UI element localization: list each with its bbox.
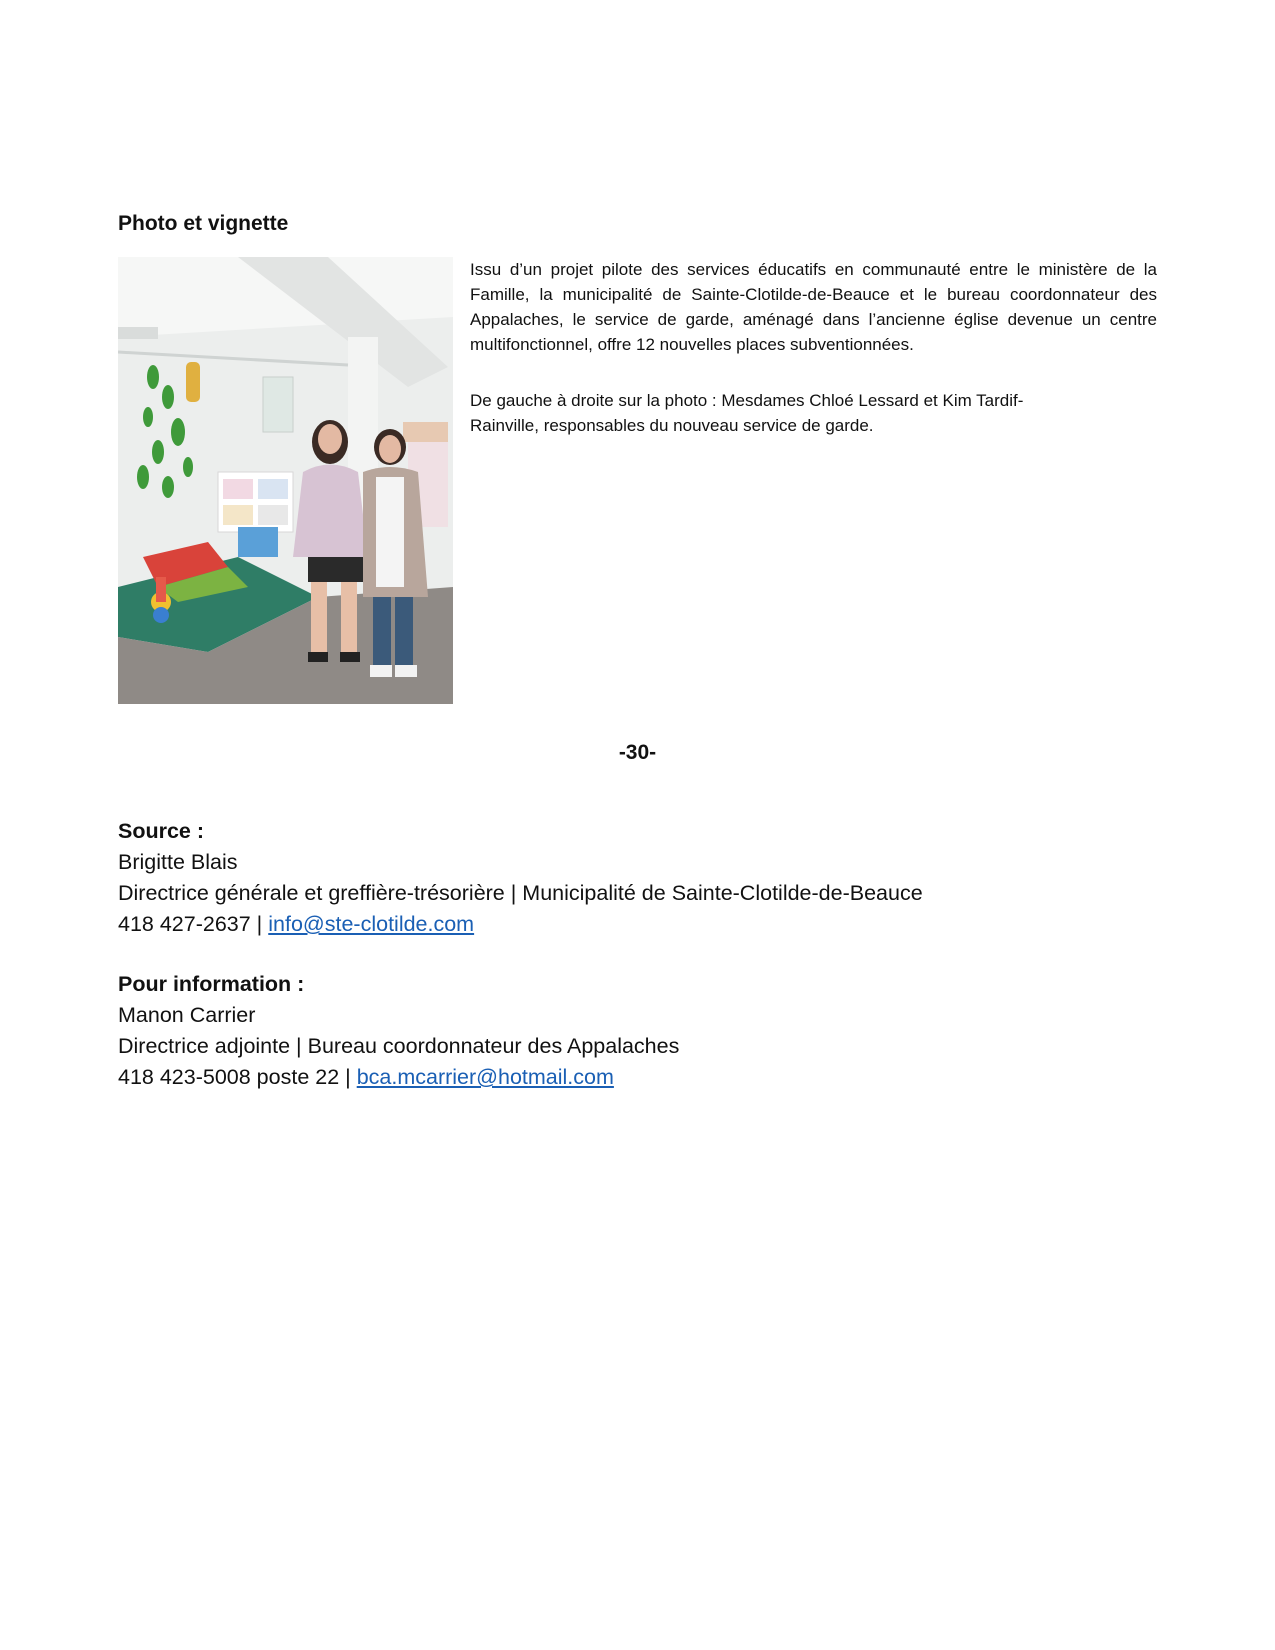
info-label: Pour information : bbox=[118, 972, 305, 996]
source-email-link[interactable]: info@ste-clotilde.com bbox=[268, 912, 475, 936]
info-email-link[interactable]: bca.mcarrier@hotmail.com bbox=[356, 1065, 614, 1089]
source-title: Directrice générale et greffière-trésorière | Municipalité de Sainte-Clotilde-de-Beauce bbox=[118, 881, 923, 905]
info-phone: 418 423-5008 poste 22 | bbox=[118, 1065, 357, 1089]
source-name: Brigitte Blais bbox=[118, 850, 238, 874]
credit-line-2: Rainville, responsables du nouveau service de garde. bbox=[470, 416, 874, 435]
photo-credit bbox=[470, 388, 1157, 438]
info-phone-line bbox=[118, 1062, 679, 1093]
info-title: Directrice adjointe | Bureau coordonnateur des Appalaches bbox=[118, 1034, 680, 1058]
section-title: Photo et vignette bbox=[118, 212, 289, 235]
credit-line-1: De gauche à droite sur la photo : Mesdames Chloé Lessard et Kim Tardif- bbox=[470, 391, 1024, 410]
info-name: Manon Carrier bbox=[118, 1003, 256, 1027]
source-phone: 418 427-2637 | bbox=[118, 912, 269, 936]
info-contact-block bbox=[118, 969, 679, 1093]
source-contact-block bbox=[118, 816, 923, 940]
source-label: Source : bbox=[118, 819, 205, 843]
end-mark: -30- bbox=[618, 741, 657, 764]
photo-caption bbox=[470, 257, 1157, 438]
source-phone-line bbox=[118, 909, 923, 940]
photo-illustration bbox=[118, 257, 453, 704]
caption-paragraph: Issu d’un projet pilote des services éducatifs en communauté entre le ministère de la Famille, la municipalité de Sainte-Clotilde-de-Beauce et le bureau coordonnateur des Appalaches, le service de garde, aménagé dans l’ancienne église devenue un centre multifonctionnel, offre 12 nouvelles places subventionnées. bbox=[470, 260, 1157, 354]
daycare-photo bbox=[118, 257, 453, 704]
